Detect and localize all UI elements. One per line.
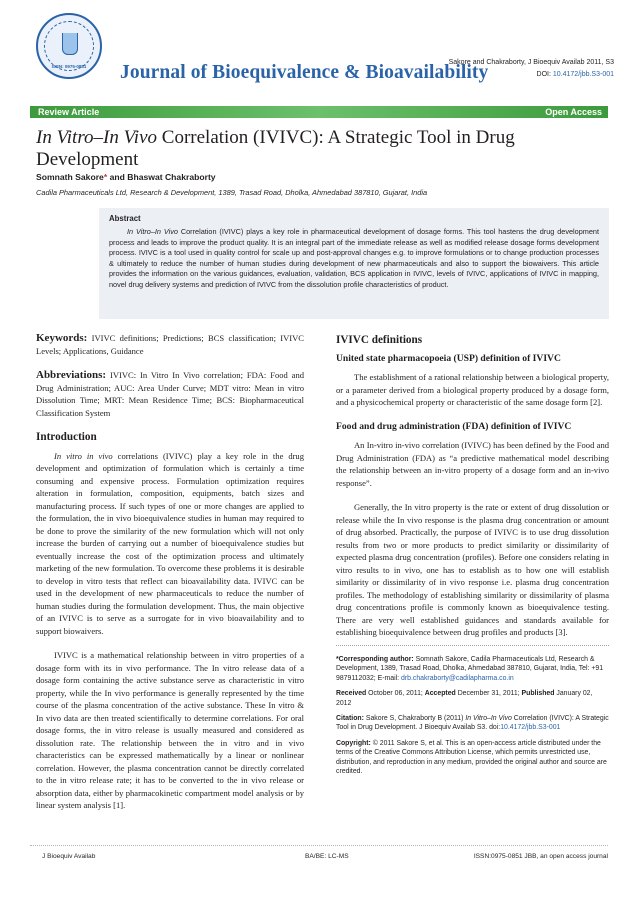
footer-journal: J Bioequiv Availab	[42, 853, 96, 860]
journal-header	[0, 0, 638, 110]
intro-p1-text: correlations (IVIVC) play a key role in the drug development and optimization of formulation which is certainly a time consuming and expensive process. Formulation optimization requires alteration in formulation, composition, equipments, batch sizes and manufacturing process. If such types of one or more changes are applied to the formulation, the in vivo bioequivalence studies in human may required to be done to prove the similarity of the new formulation which will not only increase the burden of carrying out a number of bioequivalence studies but eventually increase the cost of the optimization process and ultimately marketing of the new formulation. To overcome these problems it is desirable to develop in vitro tests that reflect can bioavailability data. IVIVC can be used in the development of new pharmaceuticals to reduce the number of human studies during the formulation development. Thus, the main objective of an IVIVC is to serve as a surrogate for in vivo bioavailability and to support biowaivers.	[36, 450, 304, 636]
abstract-body: Correlation (IVIVC) plays a key role in pharmaceutical development of dosage forms. This tool hastens the drug development process and leads to improve the product quality. It is an integral part of the immediate release as well as modified release dosage forms development process. IVIVC is a tool used in quality control for scale up and post-approval changes e.g. to improve formulations or to change production processes & ultimately to reduce the number of human studies during development of new pharmaceuticals and also to support the biowaivers. This article provides the information on the various guidances, evaluation, validation, BCS application in IVIVC, levels of IVIVC, applications of IVIVC in mapping, novel drug delivery systems and prediction of IVIVC from the dissolution profile characteristics of product.	[109, 227, 599, 289]
article-type: Review Article	[38, 107, 100, 117]
open-access-badge: Open Access	[545, 107, 602, 117]
email-link[interactable]: drb.chakraborty@cadilapharma.co.in	[401, 674, 514, 682]
abstract-text	[109, 227, 599, 291]
usp-heading: United state pharmacopoeia (USP) definition of IVIVC	[336, 352, 561, 364]
copyright	[336, 739, 609, 777]
corr-label: *Corresponding author:	[336, 656, 414, 663]
copyright-label: Copyright:	[336, 739, 371, 747]
doi-label: DOI:	[536, 71, 551, 78]
left-column	[36, 332, 304, 824]
affiliation: Cadila Pharmaceuticals Ltd, Research & Development, 1389, Trasad Road, Dholka, Ahmedabad 387810, Gujarat, India	[36, 188, 428, 197]
citation-a: Sakore S, Chakraborty B (2011)	[363, 715, 466, 723]
title-italic-2: In Vivo	[103, 127, 158, 148]
copyright-text: © 2011 Sakore S, et al. This is an open-access article distributed under the terms of the Creative Commons Attribution License, which permits unrestricted use, distribution, and reproduction in any medium, provided the original author and source are credited.	[336, 739, 607, 776]
correspondence-box	[336, 645, 609, 782]
definitions-heading: IVIVC definitions	[336, 334, 423, 346]
flask-icon	[62, 33, 78, 55]
keywords-text: IVIVC definitions; Predictions; BCS classification; IVIVC Levels; Applications, Guidance	[36, 333, 304, 356]
dates	[336, 689, 609, 708]
author-first: Somnath Sakore	[36, 172, 104, 182]
footer-divider	[30, 845, 608, 846]
author-rest: and Bhaswat Chakraborty	[107, 172, 216, 182]
doi-link[interactable]: 10.4172/jbb.S3-001	[552, 71, 614, 78]
abbreviations	[36, 369, 304, 419]
published-date: January 02, 2012	[336, 690, 593, 707]
intro-paragraph-2: IVIVC is a mathematical relationship between in vitro properties of a dosage form with its in vivo performance. The In vitro release data of a dosage form containing the active substance serve as characteristic in vitro property, while the In vivo performance is generally represented by the time course of the plasma concentration of the active substance. These In vitro & In vivo data are then treated scientifically to determine correlations. For oral dosage forms, the in vitro release is usually measured and considered as dissolution rate. The relationship between the in vitro and in vivo characteristics can be expressed mathematically by a linear or nonlinear correlation. However, the plasma concentration cannot be directly correlated to the in vitro release rate; it has to be converted to the in vivo release or absorption data, either by pharmacokinetic compartment model analysis or by linear system analysis [1].	[36, 650, 304, 810]
received-label: Received	[336, 690, 367, 698]
intro-lead: In vitro in vivo	[54, 450, 113, 461]
abstract-label: Abstract	[109, 214, 141, 223]
corresponding-marker[interactable]: *	[103, 172, 108, 182]
citation-b: Correlation (IVIVC): A Strategic Tool in Drug Development. J Bioequiv Availab S3. doi:	[336, 715, 609, 732]
accepted-label: Accepted	[424, 690, 456, 698]
title-rest-2: Development	[36, 149, 139, 170]
article-type-band	[30, 106, 608, 118]
abbrev-text: IVIVC: In Vitro In Vivo correlation; FDA: Food and Drug Administration; AUC: Area Under Curve; MDT vitro: Mean in vitro Dissolution Time; MRT: Mean Residence Time; BCS: Biopharmaceutical Classification System	[36, 370, 304, 418]
fda-heading: Food and drug administration (FDA) definition of IVIVC	[336, 420, 572, 432]
logo-issn: ISSN: 0975-0851	[51, 64, 87, 69]
corresponding-author	[336, 655, 609, 683]
footer-issn: ISSN:0975-0851 JBB, an open access journal	[473, 853, 608, 860]
footer-issue: BA/BE: LC-MS	[305, 853, 349, 860]
title-italic-1: In Vitro	[36, 127, 94, 148]
usp-paragraph: The establishment of a rational relationship between a biological property, or a parameter derived from a biological property produced by a dosage form, and a physicochemical property or characteristic of the same dosage form [2].	[336, 372, 609, 407]
intro-heading: Introduction	[36, 431, 97, 443]
published-label: Published	[521, 690, 555, 698]
abbrev-label: Abbreviations:	[36, 369, 107, 381]
intro-paragraph-1	[36, 450, 304, 638]
citation	[336, 714, 609, 733]
header-citation: Sakore and Chakraborty, J Bioequiv Availab 2011, S3	[448, 59, 614, 66]
title-rest-1: Correlation (IVIVC): A Strategic Tool in Drug	[157, 127, 515, 148]
right-column	[336, 332, 609, 651]
journal-title[interactable]: Journal of Bioequivalence & Bioavailability	[120, 62, 489, 83]
title-dash: –	[93, 127, 104, 148]
citation-label: Citation:	[336, 715, 364, 723]
fda-paragraph-2: Generally, the In vitro property is the rate or extent of drug dissolution or release while the In vivo response is the plasma drug concentration or amount of drug absorbed. Practically, the purpose of IVIVC is to use drug dissolution results from two or more products to predict similarity or dissimilarity of expected plasma drug concentration (profiles). Before one considers relating in vitro results to in vivo, one has to establish as to how one will establish similarity or dissimilarity of in vivo response i.e. plasma drug concentration profiles. The methodology of establishing similarity or dissimilarity of plasma drug concentrations profile is commonly known as bioequivalence testing. There are very well established guidances and standards available for establishing bioequivalence between drug profiles and products [3].	[336, 502, 609, 637]
article-title	[36, 127, 596, 171]
journal-logo	[36, 13, 102, 79]
keywords-label: Keywords:	[36, 332, 88, 344]
corr-text: Somnath Sakore, Cadila Pharmaceuticals Ltd, Research & Development, 1389, Trasad Road, Dholka, Ahmedabad 387810, Gujarat, India, Tel: +91 9879112032; E-mail:	[336, 656, 604, 682]
abstract-box	[99, 208, 609, 319]
abstract-lead: In Vitro–In Vivo	[127, 227, 178, 236]
fda-paragraph-1: An In-vitro in-vivo correlation (IVIVC) has been defined by the Food and Drug Administration (FDA) as “a predictive mathematical model describing the relationship between an in-vitro property of a dosage form and an in-vivo response”.	[336, 440, 609, 488]
accepted-date: December 31, 2011;	[455, 690, 522, 698]
keywords	[36, 332, 304, 357]
citation-italic: In Vitro–In Vivo	[465, 715, 512, 723]
header-doi	[537, 71, 614, 78]
author-list	[36, 172, 216, 182]
citation-doi-link[interactable]: 10.4172/jbb.S3-001	[500, 724, 561, 732]
received-date: October 06, 2011;	[366, 690, 425, 698]
